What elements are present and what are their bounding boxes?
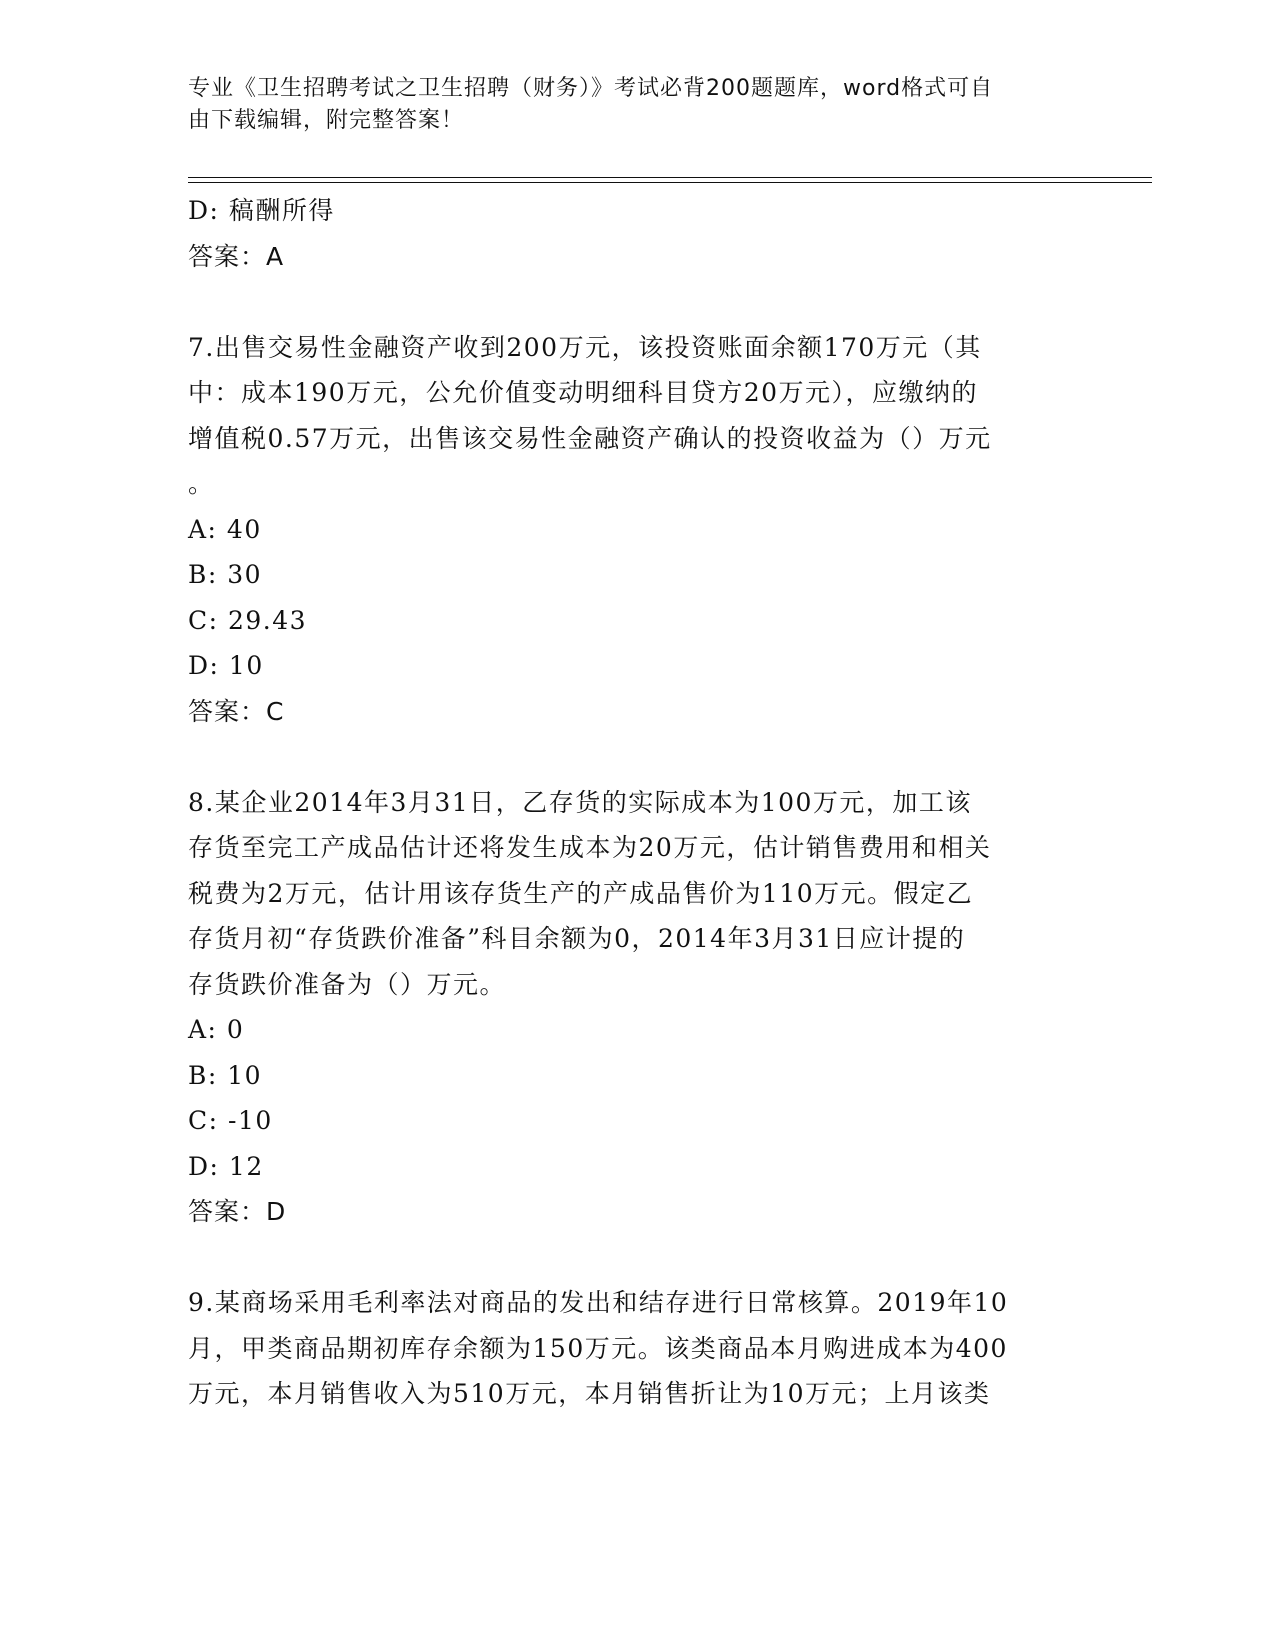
question-text-line: 存货月初“存货跌价准备”科目余额为0，2014年3月31日应计提的 xyxy=(188,924,966,953)
option-c: C: -10 xyxy=(188,1106,273,1135)
header-line-1: 专业《卫生招聘考试之卫生招聘（财务）》考试必背200题题库，word格式可自 xyxy=(188,76,994,101)
question-text-line: 8.某企业2014年3月31日，乙存货的实际成本为100万元，加工该 xyxy=(188,787,972,817)
option-b: B: 10 xyxy=(188,1060,263,1090)
question-text-line: 税费为2万元，估计用该存货生产的产成品售价为110万元。假定乙 xyxy=(188,878,974,908)
option-c: C: 29.43 xyxy=(188,605,308,635)
option-d: D: 稿酬所得 xyxy=(188,196,335,225)
question-text-line: 7.出售交易性金融资产收到200万元，该投资账面余额170万元（其 xyxy=(188,332,982,362)
question-text-line: 存货至完工产成品估计还将发生成本为20万元，估计销售费用和相关 xyxy=(188,833,992,862)
document-body xyxy=(188,188,1088,1417)
spacer xyxy=(188,1235,1088,1281)
option-b: B: 30 xyxy=(188,560,263,589)
header-divider-bottom xyxy=(188,182,1152,183)
spacer xyxy=(188,734,1088,780)
answer-line: 答案：C xyxy=(188,696,285,726)
spacer xyxy=(188,279,1088,325)
document-header xyxy=(188,73,1068,137)
option-d: D: 12 xyxy=(188,1151,264,1181)
question-text-line: 9.某商场采用毛利率法对商品的发出和结存进行日常核算。2019年10 xyxy=(188,1288,1009,1317)
question-text-line: 万元，本月销售收入为510万元，本月销售折让为10万元；上月该类 xyxy=(188,1379,991,1408)
question-7 xyxy=(188,325,1088,735)
option-d: D: 10 xyxy=(188,651,264,680)
header-divider-top xyxy=(188,177,1152,178)
question-text-line: 存货跌价准备为（）万元。 xyxy=(188,969,507,999)
option-a: A: 40 xyxy=(188,514,262,544)
answer-line: 答案：A xyxy=(188,241,285,271)
option-a: A: 0 xyxy=(188,1015,245,1044)
question-8 xyxy=(188,780,1088,1235)
answer-line: 答案：D xyxy=(188,1197,287,1226)
question-text-line: 。 xyxy=(188,469,215,498)
question-text-line: 增值税0.57万元，出售该交易性金融资产确认的投资收益为（）万元 xyxy=(188,423,992,453)
question-9 xyxy=(188,1280,1088,1417)
header-line-2: 由下载编辑，附完整答案！ xyxy=(188,108,465,133)
question-text-line: 中：成本190万元，公允价值变动明细科目贷方20万元），应缴纳的 xyxy=(188,378,979,407)
question-text-line: 月，甲类商品期初库存余额为150万元。该类商品本月购进成本为400 xyxy=(188,1333,1008,1363)
